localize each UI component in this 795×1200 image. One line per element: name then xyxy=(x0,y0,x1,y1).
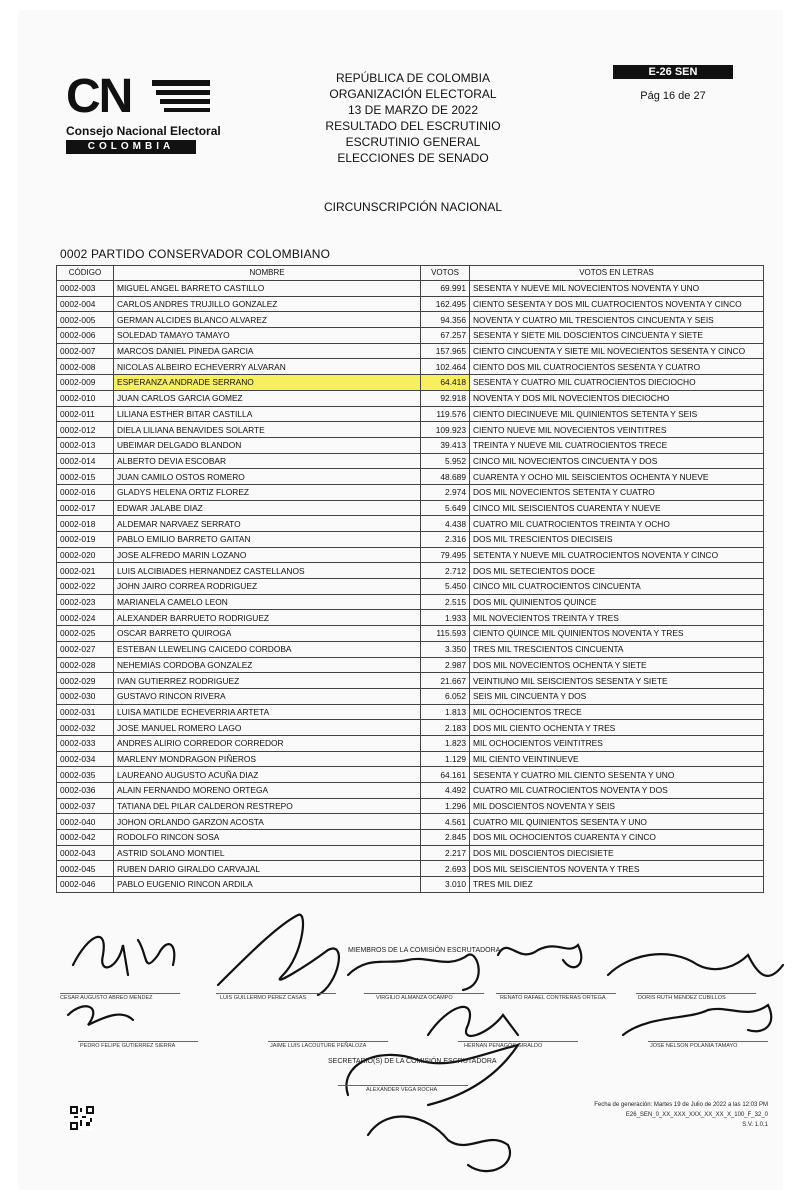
candidate-votes-words: TRES MIL TRESCIENTOS CINCUENTA xyxy=(470,641,764,657)
doc-code-badge: E-26 SEN xyxy=(613,65,733,79)
table-row xyxy=(57,594,764,610)
candidate-code: 0002-015 xyxy=(57,469,114,485)
candidate-code: 0002-020 xyxy=(57,547,114,563)
candidate-votes-words: DOS MIL OCHOCIENTOS CUARENTA Y CINCO xyxy=(470,830,764,846)
candidate-votes-words: DOS MIL NOVECIENTOS OCHENTA Y SIETE xyxy=(470,657,764,673)
candidate-votes: 69.991 xyxy=(421,281,470,297)
candidate-votes-words: CINCO MIL SEISCIENTOS CUARENTA Y NUEVE xyxy=(470,500,764,516)
header-line: RESULTADO DEL ESCRUTINIO xyxy=(325,119,501,133)
qr-code-icon xyxy=(70,1106,94,1130)
signatory-name: HERNAN PENAGOS GIRALDO xyxy=(464,1043,543,1049)
candidate-name: LUIS ALCIBIADES HERNANDEZ CASTELLANOS xyxy=(114,563,421,579)
candidate-votes: 2.316 xyxy=(421,532,470,548)
candidate-votes: 2.217 xyxy=(421,845,470,861)
table-row xyxy=(57,484,764,500)
candidate-votes-words: CINCO MIL NOVECIENTOS CINCUENTA Y DOS xyxy=(470,453,764,469)
candidate-votes-words: SESENTA Y CUATRO MIL CIENTO SESENTA Y UNO xyxy=(470,767,764,783)
table-row xyxy=(57,547,764,563)
table-row xyxy=(57,406,764,422)
candidate-name: PABLO EMILIO BARRETO GAITAN xyxy=(114,532,421,548)
candidate-votes: 2.845 xyxy=(421,830,470,846)
candidate-votes: 162.495 xyxy=(421,296,470,312)
table-row xyxy=(57,563,764,579)
candidate-votes-words: CIENTO DIECINUEVE MIL QUINIENTOS SETENTA Y SEIS xyxy=(470,406,764,422)
table-row xyxy=(57,626,764,642)
candidate-code: 0002-009 xyxy=(57,375,114,391)
candidate-votes: 67.257 xyxy=(421,328,470,344)
candidate-votes-words: SESENTA Y NUEVE MIL NOVECIENTOS NOVENTA Y UNO xyxy=(470,281,764,297)
candidate-code: 0002-027 xyxy=(57,641,114,657)
candidate-votes: 3.350 xyxy=(421,641,470,657)
signatory-name: JAIME LUIS LACOUTURE PEÑALOZA xyxy=(270,1043,367,1049)
candidate-code: 0002-004 xyxy=(57,296,114,312)
candidate-name: MIGUEL ANGEL BARRETO CASTILLO xyxy=(114,281,421,297)
candidate-votes-words: DOS MIL NOVECIENTOS SETENTA Y CUATRO xyxy=(470,484,764,500)
candidate-votes: 119.576 xyxy=(421,406,470,422)
candidate-name: ASTRID SOLANO MONTIEL xyxy=(114,845,421,861)
table-row xyxy=(57,845,764,861)
table-body xyxy=(57,281,764,893)
col-header-code: CÓDIGO xyxy=(57,266,114,281)
header-titles xyxy=(278,70,548,166)
candidate-code: 0002-013 xyxy=(57,437,114,453)
signature-line xyxy=(60,993,180,994)
candidate-code: 0002-028 xyxy=(57,657,114,673)
candidate-votes: 102.464 xyxy=(421,359,470,375)
candidate-votes-words: SESENTA Y SIETE MIL DOSCIENTOS CINCUENTA Y SIETE xyxy=(470,328,764,344)
table-row xyxy=(57,767,764,783)
candidate-votes: 94.356 xyxy=(421,312,470,328)
signatory-name: RENATO RAFAEL CONTRERAS ORTEGA xyxy=(500,995,606,1001)
candidate-votes-words: DOS MIL SETECIENTOS DOCE xyxy=(470,563,764,579)
candidate-name: ALEXANDER BARRUETO RODRIGUEZ xyxy=(114,610,421,626)
candidate-votes: 109.923 xyxy=(421,422,470,438)
candidate-name: NICOLAS ALBEIRO ECHEVERRY ALVARAN xyxy=(114,359,421,375)
candidate-name: SOLEDAD TAMAYO TAMAYO xyxy=(114,328,421,344)
table-row xyxy=(57,830,764,846)
generation-code: E26_SEN_0_XX_XXX_XXX_XX_XX_X_100_F_32_0 xyxy=(625,1112,768,1118)
software-version: S.V. 1.0.1 xyxy=(742,1122,768,1128)
table-row xyxy=(57,343,764,359)
logo-stripes-icon xyxy=(152,80,210,118)
candidate-name: LILIANA ESTHER BITAR CASTILLA xyxy=(114,406,421,422)
candidate-votes: 5.649 xyxy=(421,500,470,516)
candidate-code: 0002-011 xyxy=(57,406,114,422)
candidate-votes: 2.712 xyxy=(421,563,470,579)
candidate-votes-words: NOVENTA Y CUATRO MIL TRESCIENTOS CINCUENTA Y SEIS xyxy=(470,312,764,328)
candidate-votes-words: DOS MIL DOSCIENTOS DIECISIETE xyxy=(470,845,764,861)
candidate-code: 0002-021 xyxy=(57,563,114,579)
generation-footer xyxy=(488,1100,768,1130)
commission-title: MIEMBROS DE LA COMISIÓN ESCRUTADORA xyxy=(348,947,501,954)
table-row xyxy=(57,296,764,312)
signature-line xyxy=(216,993,336,994)
header-line: ORGANIZACIÓN ELECTORAL xyxy=(329,87,497,101)
candidate-name: JUAN CAMILO OSTOS ROMERO xyxy=(114,469,421,485)
header-line: 13 DE MARZO DE 2022 xyxy=(347,103,479,117)
candidate-votes: 48.689 xyxy=(421,469,470,485)
candidate-votes-words: MIL OCHOCIENTOS TRECE xyxy=(470,704,764,720)
signatures-section xyxy=(48,895,788,1195)
candidate-name: CARLOS ANDRES TRUJILLO GONZALEZ xyxy=(114,296,421,312)
candidate-name: JOHN JAIRO CORREA RODRIGUEZ xyxy=(114,579,421,595)
candidate-name: RODOLFO RINCON SOSA xyxy=(114,830,421,846)
candidate-name: EDWAR JALABE DIAZ xyxy=(114,500,421,516)
candidate-code: 0002-030 xyxy=(57,688,114,704)
candidate-votes: 2.974 xyxy=(421,484,470,500)
candidate-code: 0002-037 xyxy=(57,798,114,814)
candidate-code: 0002-045 xyxy=(57,861,114,877)
candidate-votes: 5.952 xyxy=(421,453,470,469)
generation-date: Fecha de generación: Martes 19 de Julio de 2022 a las 12:03 PM xyxy=(594,1102,768,1108)
candidate-votes: 6.052 xyxy=(421,688,470,704)
table-row xyxy=(57,469,764,485)
header-line: REPÚBLICA DE COLOMBIA xyxy=(335,71,491,85)
candidate-votes-words: DOS MIL QUINIENTOS QUINCE xyxy=(470,594,764,610)
candidate-code: 0002-024 xyxy=(57,610,114,626)
candidate-code: 0002-042 xyxy=(57,830,114,846)
candidate-code: 0002-019 xyxy=(57,532,114,548)
col-header-votes-words: VOTOS EN LETRAS xyxy=(470,266,764,281)
table-header-row xyxy=(57,266,764,281)
candidate-votes-words: MIL NOVECIENTOS TREINTA Y TRES xyxy=(470,610,764,626)
candidate-votes-words: SESENTA Y CUATRO MIL CUATROCIENTOS DIECIOCHO xyxy=(470,375,764,391)
table-row xyxy=(57,657,764,673)
candidate-name: ESPERANZA ANDRADE SERRANO xyxy=(114,375,421,391)
cne-logo xyxy=(66,70,221,162)
candidate-votes-words: NOVENTA Y DOS MIL NOVECIENTOS DIECIOCHO xyxy=(470,390,764,406)
candidate-code: 0002-035 xyxy=(57,767,114,783)
table-row xyxy=(57,783,764,799)
candidate-name: PABLO EUGENIO RINCON ARDILA xyxy=(114,877,421,893)
signature-line xyxy=(458,1041,578,1042)
table-row xyxy=(57,861,764,877)
candidate-votes: 2.183 xyxy=(421,720,470,736)
table-row xyxy=(57,798,764,814)
candidate-name: GLADYS HELENA ORTIZ FLOREZ xyxy=(114,484,421,500)
signature-line xyxy=(268,1041,388,1042)
table-row xyxy=(57,359,764,375)
signatory-name: DORIS RUTH MENDEZ CUBILLOS xyxy=(638,995,726,1001)
circunscripcion: CIRCUNSCRIPCIÓN NACIONAL xyxy=(323,200,503,214)
table-row xyxy=(57,453,764,469)
candidate-votes-words: DOS MIL TRESCIENTOS DIECISEIS xyxy=(470,532,764,548)
signature-line xyxy=(78,1041,198,1042)
candidate-code: 0002-040 xyxy=(57,814,114,830)
candidate-votes-words: CINCO MIL CUATROCIENTOS CINCUENTA xyxy=(470,579,764,595)
secretary-title: SECRETARIO(S) DE LA COMISIÓN ESCRUTADORA xyxy=(328,1058,497,1065)
candidate-votes-words: DOS MIL CIENTO OCHENTA Y TRES xyxy=(470,720,764,736)
candidate-name: GUSTAVO RINCON RIVERA xyxy=(114,688,421,704)
candidate-name: NEHEMIAS CORDOBA GONZALEZ xyxy=(114,657,421,673)
candidate-name: LAUREANO AUGUSTO ACUÑA DIAZ xyxy=(114,767,421,783)
candidate-code: 0002-005 xyxy=(57,312,114,328)
candidate-name: LUISA MATILDE ECHEVERRIA ARTETA xyxy=(114,704,421,720)
signatory-name: PEDRO FELIPE GUTIERREZ SIERRA xyxy=(80,1043,176,1049)
candidate-code: 0002-006 xyxy=(57,328,114,344)
candidate-votes-words: MIL OCHOCIENTOS VEINTITRES xyxy=(470,735,764,751)
candidate-code: 0002-003 xyxy=(57,281,114,297)
document-page xyxy=(18,10,783,1190)
candidate-votes: 92.918 xyxy=(421,390,470,406)
table-row xyxy=(57,877,764,893)
candidate-votes: 157.965 xyxy=(421,343,470,359)
table-row xyxy=(57,814,764,830)
candidate-name: ANDRES ALIRIO CORREDOR CORREDOR xyxy=(114,735,421,751)
candidate-name: MARCOS DANIEL PINEDA GARCIA xyxy=(114,343,421,359)
candidate-votes-words: TREINTA Y NUEVE MIL CUATROCIENTOS TRECE xyxy=(470,437,764,453)
candidate-votes: 115.593 xyxy=(421,626,470,642)
candidate-name: TATIANA DEL PILAR CALDERON RESTREPO xyxy=(114,798,421,814)
candidate-votes-words: MIL DOSCIENTOS NOVENTA Y SEIS xyxy=(470,798,764,814)
signatory-name: VIRGILIO ALMANZA OCAMPO xyxy=(376,995,453,1001)
candidate-code: 0002-043 xyxy=(57,845,114,861)
candidate-code: 0002-018 xyxy=(57,516,114,532)
candidate-votes: 64.418 xyxy=(421,375,470,391)
candidate-code: 0002-016 xyxy=(57,484,114,500)
candidate-name: RUBEN DARIO GIRALDO CARVAJAL xyxy=(114,861,421,877)
candidate-votes-words: CUATRO MIL QUINIENTOS SESENTA Y UNO xyxy=(470,814,764,830)
candidate-code: 0002-010 xyxy=(57,390,114,406)
table-row xyxy=(57,688,764,704)
candidate-name: JOSE MANUEL ROMERO LAGO xyxy=(114,720,421,736)
candidate-code: 0002-036 xyxy=(57,783,114,799)
candidate-name: MARIANELA CAMELO LEON xyxy=(114,594,421,610)
candidate-votes-words: TRES MIL DIEZ xyxy=(470,877,764,893)
candidate-name: OSCAR BARRETO QUIROGA xyxy=(114,626,421,642)
signature-line xyxy=(648,1041,768,1042)
candidate-name: JOSE ALFREDO MARIN LOZANO xyxy=(114,547,421,563)
candidate-votes-words: CUATRO MIL CUATROCIENTOS NOVENTA Y DOS xyxy=(470,783,764,799)
table-row xyxy=(57,704,764,720)
candidate-code: 0002-034 xyxy=(57,751,114,767)
candidate-code: 0002-032 xyxy=(57,720,114,736)
candidate-code: 0002-012 xyxy=(57,422,114,438)
logo-country: COLOMBIA xyxy=(66,140,196,154)
table-row xyxy=(57,328,764,344)
candidate-votes: 1.813 xyxy=(421,704,470,720)
candidate-code: 0002-022 xyxy=(57,579,114,595)
candidate-votes: 79.495 xyxy=(421,547,470,563)
table-row xyxy=(57,422,764,438)
candidate-votes: 1.823 xyxy=(421,735,470,751)
candidate-votes: 2.693 xyxy=(421,861,470,877)
candidate-votes: 2.987 xyxy=(421,657,470,673)
candidate-votes: 21.667 xyxy=(421,673,470,689)
table-row xyxy=(57,375,764,391)
candidate-votes: 5.450 xyxy=(421,579,470,595)
candidate-votes-words: CUATRO MIL CUATROCIENTOS TREINTA Y OCHO xyxy=(470,516,764,532)
table-row xyxy=(57,437,764,453)
candidate-name: ALDEMAR NARVAEZ SERRATO xyxy=(114,516,421,532)
table-row xyxy=(57,390,764,406)
candidate-votes: 4.561 xyxy=(421,814,470,830)
signature-line xyxy=(364,993,484,994)
header-line: ESCRUTINIO GENERAL xyxy=(345,135,481,149)
candidate-code: 0002-031 xyxy=(57,704,114,720)
table-row xyxy=(57,500,764,516)
signatory-name: LUIS GUILLERMO PEREZ CASAS xyxy=(220,995,307,1001)
candidate-votes: 4.492 xyxy=(421,783,470,799)
secretary-name: ALEXANDER VEGA ROCHA xyxy=(366,1087,438,1093)
candidate-code: 0002-008 xyxy=(57,359,114,375)
candidate-votes-words: CIENTO DOS MIL CUATROCIENTOS SESENTA Y CUATRO xyxy=(470,359,764,375)
logo-mark: CN xyxy=(66,70,132,123)
candidate-votes: 4.438 xyxy=(421,516,470,532)
table-row xyxy=(57,673,764,689)
table-row xyxy=(57,579,764,595)
header-line: ELECCIONES DE SENADO xyxy=(337,151,489,165)
table-row xyxy=(57,751,764,767)
candidate-name: ESTEBAN LLEWELING CAICEDO CORDOBA xyxy=(114,641,421,657)
candidate-votes: 64.161 xyxy=(421,767,470,783)
table-row xyxy=(57,641,764,657)
signatory-name: JOSE NELSON POLANIA TAMAYO xyxy=(650,1043,738,1049)
candidate-name: ALBERTO DEVIA ESCOBAR xyxy=(114,453,421,469)
candidate-name: MARLENY MONDRAGON PIÑEROS xyxy=(114,751,421,767)
table-row xyxy=(57,610,764,626)
col-header-name: NOMBRE xyxy=(114,266,421,281)
signatory-name: CESAR AUGUSTO ABREO MENDEZ xyxy=(60,995,153,1001)
candidate-votes-words: CIENTO NUEVE MIL NOVECIENTOS VEINTITRES xyxy=(470,422,764,438)
signature-line xyxy=(338,1085,468,1086)
candidate-code: 0002-023 xyxy=(57,594,114,610)
results-table xyxy=(56,265,764,893)
candidate-code: 0002-007 xyxy=(57,343,114,359)
candidate-votes: 1.933 xyxy=(421,610,470,626)
candidate-votes-words: CIENTO CINCUENTA Y SIETE MIL NOVECIENTOS SESENTA Y CINCO xyxy=(470,343,764,359)
candidate-votes-words: CUARENTA Y OCHO MIL SEISCIENTOS OCHENTA Y NUEVE xyxy=(470,469,764,485)
candidate-votes-words: DOS MIL SEISCIENTOS NOVENTA Y TRES xyxy=(470,861,764,877)
logo-subtitle: Consejo Nacional Electoral xyxy=(66,124,221,138)
candidate-name: JUAN CARLOS GARCIA GOMEZ xyxy=(114,390,421,406)
candidate-name: GERMAN ALCIDES BLANCO ALVAREZ xyxy=(114,312,421,328)
candidate-votes-words: MIL CIENTO VEINTINUEVE xyxy=(470,751,764,767)
table-row xyxy=(57,735,764,751)
candidate-code: 0002-046 xyxy=(57,877,114,893)
candidate-code: 0002-029 xyxy=(57,673,114,689)
candidate-votes: 39.413 xyxy=(421,437,470,453)
candidate-name: ALAIN FERNANDO MORENO ORTEGA xyxy=(114,783,421,799)
candidate-name: IVAN GUTIERREZ RODRIGUEZ xyxy=(114,673,421,689)
table-row xyxy=(57,720,764,736)
candidate-votes-words: CIENTO SESENTA Y DOS MIL CUATROCIENTOS NOVENTA Y CINCO xyxy=(470,296,764,312)
candidate-votes: 1.129 xyxy=(421,751,470,767)
candidate-votes-words: SETENTA Y NUEVE MIL CUATROCIENTOS NOVENTA Y CINCO xyxy=(470,547,764,563)
candidate-code: 0002-025 xyxy=(57,626,114,642)
table-row xyxy=(57,532,764,548)
party-title: 0002 PARTIDO CONSERVADOR COLOMBIANO xyxy=(60,247,331,261)
candidate-name: JOHON ORLANDO GARZON ACOSTA xyxy=(114,814,421,830)
candidate-code: 0002-014 xyxy=(57,453,114,469)
candidate-votes-words: VEINTIUNO MIL SEISCIENTOS SESENTA Y SIETE xyxy=(470,673,764,689)
candidate-name: DIELA LILIANA BENAVIDES SOLARTE xyxy=(114,422,421,438)
col-header-votes: VOTOS xyxy=(421,266,470,281)
candidate-votes: 2.515 xyxy=(421,594,470,610)
candidate-name: UBEIMAR DELGADO BLANDON xyxy=(114,437,421,453)
table-row xyxy=(57,312,764,328)
candidate-code: 0002-033 xyxy=(57,735,114,751)
table-row xyxy=(57,516,764,532)
page-number: Pág 16 de 27 xyxy=(640,90,706,102)
candidate-votes-words: CIENTO QUINCE MIL QUINIENTOS NOVENTA Y TRES xyxy=(470,626,764,642)
table-row xyxy=(57,281,764,297)
candidate-code: 0002-017 xyxy=(57,500,114,516)
signature-line xyxy=(636,993,756,994)
candidate-votes: 3.010 xyxy=(421,877,470,893)
candidate-votes-words: SEIS MIL CINCUENTA Y DOS xyxy=(470,688,764,704)
candidate-votes: 1.296 xyxy=(421,798,470,814)
signature-line xyxy=(496,993,616,994)
